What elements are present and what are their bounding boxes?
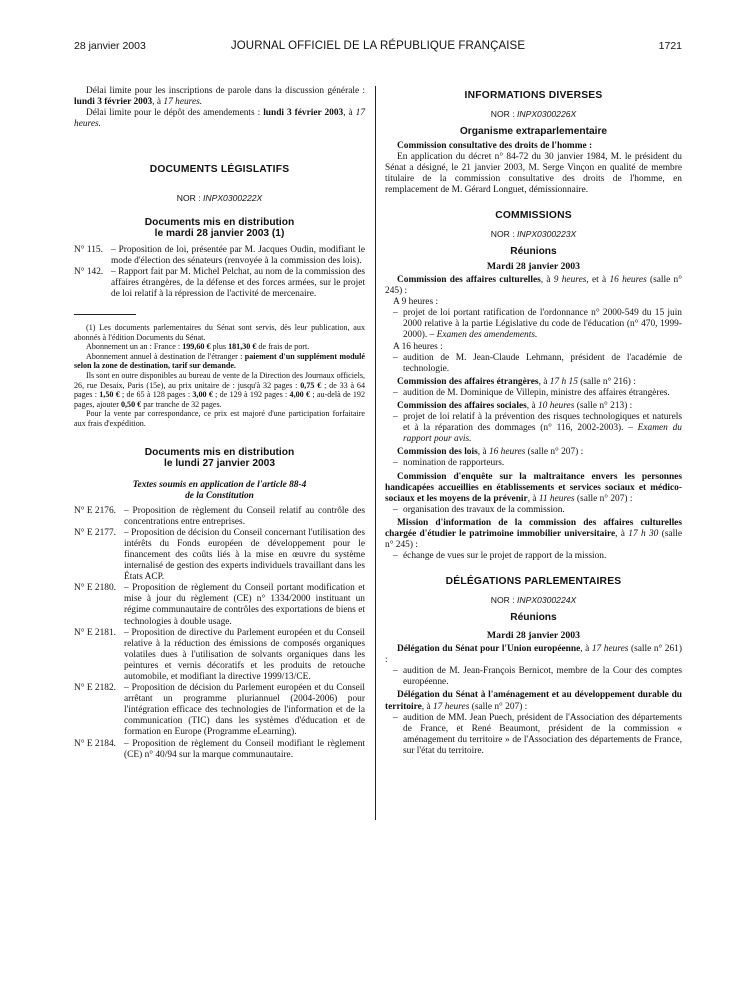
nor-reference: NOR : INPX0300223X (490, 229, 577, 240)
commission-etrangeres: Commission des affaires étrangères, à 17 h 15 (salle n° 216) : (397, 376, 636, 387)
mission-information: Mission d'information de la commission des affaires culturelles chargée d'étudier le patrimoine immobilier universitaire, à 17 h 30 (salle n° 245) : (385, 517, 682, 551)
time-label: A 16 heures : (393, 341, 443, 352)
list-item: N° E 2182. – Proposition de décision du Parlement européen et du Conseil arrêtant un programme pluriannuel (2004-2006) pour l'intégration efficace des technologies de l'information et de la communication (TIC) dans les systèmes d'éducation et de formation en Europe (Programme eLearning). (74, 683, 365, 738)
header-date: 28 janvier 2003 (74, 40, 146, 52)
section-title-documents: DOCUMENTS LÉGISLATIFS (149, 164, 290, 176)
agenda-item: – nomination de rapporteurs. (393, 458, 505, 469)
column-divider (375, 86, 376, 820)
delegation-amenagement: Délégation du Sénat à l'aménagement et au développement durable du territoire, à 17 heures (salle n° 207) : (385, 690, 682, 712)
list-item: N° E 2180. – Proposition de règlement du Conseil portant modification et mise à jour du règlement (CE) n° 1334/2000 instituant un régime communautaire de contrôles des exportations de biens et technologies à double usage. (74, 583, 365, 627)
meeting-date: Mardi 28 janvier 2003 (486, 629, 581, 641)
list-item: N° E 2177. – Proposition de décision du Conseil concernant l'utilisation des intérêts du Fonds européen de développement pour le financement des coûts liés à la mise en œuvre du système internalisé de gestion des experts individuels travaillant dans les États ACP. (74, 527, 365, 583)
footnote: (1) Les documents parlementaires du Sénat sont servis, dès leur publication, aux abonnés à l'édition Documents du Sénat. Abonnement un an : France : 199,60 € plus 181,30 € de frais de port. Abonnement annuel à destination de l'étranger : paiement d'un supplément modulé selon la zone de destination, tarif sur demande. Ils sont en outre disponibles au bureau de vente de la Direction des Journaux officiels, 26, rue Desaix, Paris (15e), au prix unitaire de : jusqu'à 32 pages : 0,75 € ; de 33 à 64 pages : 1,50 € ; de 65 à 128 pages : 3,00 € ; de 129 à 192 pages : 4,00 € ; au-delà de 192 pages, ajouter 0,50 € par tranche de 32 pages. Pour la vente par correspondance, ce prix est majoré d'une participation forfaitaire aux frais d'expédition. (74, 323, 366, 428)
reunions-heading: Réunions (510, 612, 557, 624)
list-item: N° 142. – Rapport fait par M. Michel Pelchat, au nom de la commission des affaires étrangères, de la défense et des forces armées, sur le projet de loi relatif à la répression de l'activité de mercenaire. (74, 266, 365, 299)
commission-culturelles: Commission des affaires culturelles, à 9 heures, et à 16 heures (salle n° 245) : (385, 274, 682, 297)
journal-title: JOURNAL OFFICIEL DE LA RÉPUBLIQUE FRANÇAISE (230, 40, 526, 52)
organisme-commission: Commission consultative des droits de l'homme : (397, 140, 593, 151)
list-item: N° E 2184. – Proposition de règlement du Conseil modifiant le règlement (CE) n° 40/94 sur la marque communautaire. (74, 738, 365, 760)
agenda-item: – audition de M. Jean-François Bernicot, membre de la Cour des comptes européenne. (393, 666, 682, 688)
amendment-deadline: Délai limite pour le dépôt des amendements : lundi 3 février 2003, à 17 heures. (74, 108, 365, 130)
list-item: N° 115. – Proposition de loi, présentée par M. Jacques Oudin, modifiant le mode d'élection des sénateurs (renvoyée à la commission des lois). (74, 244, 365, 266)
section-title-delegations: DÉLÉGATIONS PARLEMENTAIRES (445, 576, 622, 588)
speaking-deadline: Délai limite pour les inscriptions de parole dans la discussion générale : lundi 3 février 2003, à 17 heures. (74, 86, 365, 108)
nor-reference: NOR : INPX0300224X (490, 595, 577, 606)
list-item: N° E 2181. – Proposition de directive du Parlement européen et du Conseil relative à la réduction des émissions de composés organiques volatiles dues à l'utilisation de solvants organiques dans les peintures et vernis décoratifs et les produits de retouche automobile, et modifiant la directive 1999/13/CE. (74, 627, 365, 682)
commission-lois: Commission des lois, à 16 heures (salle n° 207) : (397, 447, 584, 458)
list-item: N° E 2176. – Proposition de règlement du Conseil relatif au contrôle des concentrations entre entreprises. (74, 505, 365, 527)
organisme-text: En application du décret n° 84-72 du 30 janvier 1984, M. le président du Sénat a désigné, le 21 janvier 2003, M. Serge Vinçon en qualité de membre titulaire de la commission consultative des droits de l'homme, en remplacement de M. Gérard Longuet, démissionnaire. (385, 151, 682, 196)
agenda-item: – audition de M. Jean-Claude Lehmann, président de l'académie de technologie. (393, 352, 682, 374)
distribution-heading: Documents mis en distribution le mardi 28 janvier 2003 (1) (144, 216, 295, 240)
agenda-item: – audition de MM. Jean Puech, président de l'Association des départements de France, et René Beaumont, président de la commission « aménagement du territoire » de l'Association des départements de France, sur l'état du territoire. (393, 712, 682, 756)
meeting-date: Mardi 28 janvier 2003 (486, 260, 581, 272)
section-title-informations: INFORMATIONS DIVERSES (464, 90, 603, 101)
page-number: 1721 (658, 40, 682, 52)
commission-enquete: Commission d'enquête sur la maltraitance envers les personnes handicapées accueillies en établissements et services sociaux et médico-sociaux et les moyens de la prévenir, à 11 heures (salle n° 207) : (385, 471, 682, 504)
agenda-item: – audition de M. Dominique de Villepin, ministre des affaires étrangères. (393, 387, 670, 398)
section-title-commissions: COMMISSIONS (495, 210, 572, 222)
commission-sociales: Commission des affaires sociales, à 10 heures (salle n° 213) : (397, 400, 633, 411)
right-column (385, 86, 682, 757)
nor-reference: NOR : INPX0300222X (176, 193, 263, 204)
agenda-item: – échange de vues sur le projet de rapport de la mission. (393, 551, 607, 562)
page-header (74, 40, 682, 56)
reunions-heading: Réunions (510, 246, 557, 258)
distribution-heading: Documents mis en distribution le lundi 27 janvier 2003 (144, 446, 295, 470)
left-column (74, 86, 365, 761)
nor-reference: NOR : INPX0300226X (490, 109, 577, 120)
time-label: A 9 heures : (393, 297, 439, 308)
agenda-item: – organisation des travaux de la commission. (393, 504, 565, 515)
organisme-heading: Organisme extraparlementaire (459, 126, 608, 138)
agenda-item: – projet de loi relatif à la prévention des risques technologiques et naturels et à la réparation des dommages (n° 116, 2002-2003). – Examen du rapport pour avis. (393, 412, 682, 445)
footnote-divider (74, 314, 136, 315)
agenda-item: – projet de loi portant ratification de l'ordonnance n° 2000-549 du 15 juin 2000 relative à la partie Législative du code de l'éducation (n° 470, 1999-2000). – Examen des amendements. (393, 308, 682, 341)
textes-heading: Textes soumis en application de l'article 88-4 de la Constitution (132, 479, 307, 501)
delegation-ue: Délégation du Sénat pour l'Union européenne, à 17 heures (salle n° 261) : (385, 644, 682, 666)
